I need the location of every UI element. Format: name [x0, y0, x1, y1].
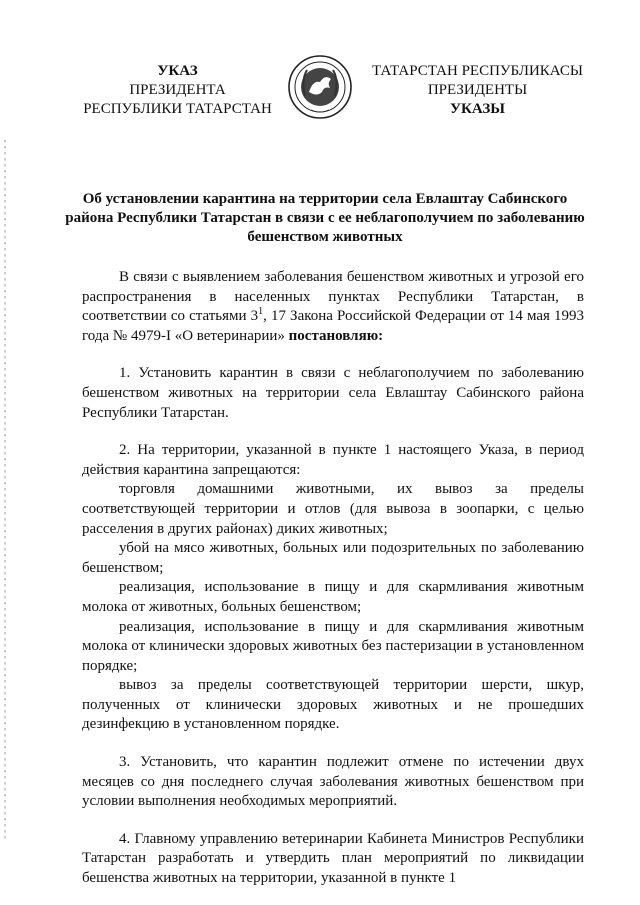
preamble-text-b: , 17 Закона Российской Федерации от 14 мая 1993 года № 4979-I «О ветеринарии»	[82, 308, 584, 344]
header-right	[360, 62, 595, 119]
item-2-point: реализация, использование в пищу и для скармливания животным молока от клинически здоровых животных без пастеризации в установленном порядке;	[82, 618, 584, 674]
document-title: Об установлении карантина на территории села Евлаштау Сабинского района Республики Татарстан в связи с ее неблагополучием по заболеванию бешенством животных	[65, 191, 585, 245]
item-2-point: вывоз за пределы соответствующей территории шерсти, шкур, полученных от клинически здоровых животных и не прошедших дезинфекцию в установленном порядке.	[82, 677, 584, 733]
header-left-line2: ПРЕЗИДЕНТА	[129, 82, 226, 98]
item-2-intro: 2. На территории, указанной в пункте 1 настоящего Указа, в период действия карантина запрещаются:	[82, 442, 584, 478]
tatarstan-coat-of-arms-icon	[287, 52, 353, 122]
scan-edge-marks	[4, 140, 6, 840]
item-3: 3. Установить, что карантин подлежит отмене по истечении двух месяцев со дня последнего случая заболевания животных бешенством при условии выполнения необходимых мероприятий.	[82, 754, 584, 810]
document-body	[82, 268, 584, 889]
item-4: 4. Главному управлению ветеринарии Кабинета Министров Республики Татарстан разработать и утвердить план мероприятий по ликвидации бешенства животных на территории, указанной в пункте 1	[82, 830, 584, 887]
header-left-line3: РЕСПУБЛИКИ ТАТАРСТАН	[83, 101, 272, 117]
preamble-decree-word: постановляю:	[288, 327, 384, 344]
preamble-superscript: 1	[258, 306, 264, 318]
item-2-point: торговля домашними животными, их вывоз за пределы соответствующей территории и отлов (для вывоза в зоопарки, с целью расселения в других районах) диких животных;	[82, 481, 584, 537]
preamble	[82, 268, 584, 346]
item-1: 1. Установить карантин в связи с неблагополучием по заболеванию бешенством животных на территории села Евлаштау Сабинского района Республики Татарстан.	[82, 365, 584, 421]
header-left	[70, 62, 285, 119]
header-left-line1: УКАЗ	[157, 63, 198, 79]
item-2-point: реализация, использование в пищу и для скармливания животным молока от животных, больных бешенством;	[82, 579, 584, 615]
preamble-text-a: В связи с выявлением заболевания бешенством животных и угрозой его распространения в населенных пунктах Республики Татарстан, в соответствии со статьями 3	[82, 269, 584, 325]
header-right-line1: ТАТАРСТАН РЕСПУБЛИКАСЫ	[372, 63, 583, 79]
header-right-line3: УКАЗЫ	[450, 101, 505, 117]
item-2-point: убой на мясо животных, больных или подозрительных по заболеванию бешенством;	[82, 540, 584, 576]
header-right-line2: ПРЕЗИДЕНТЫ	[427, 82, 528, 98]
